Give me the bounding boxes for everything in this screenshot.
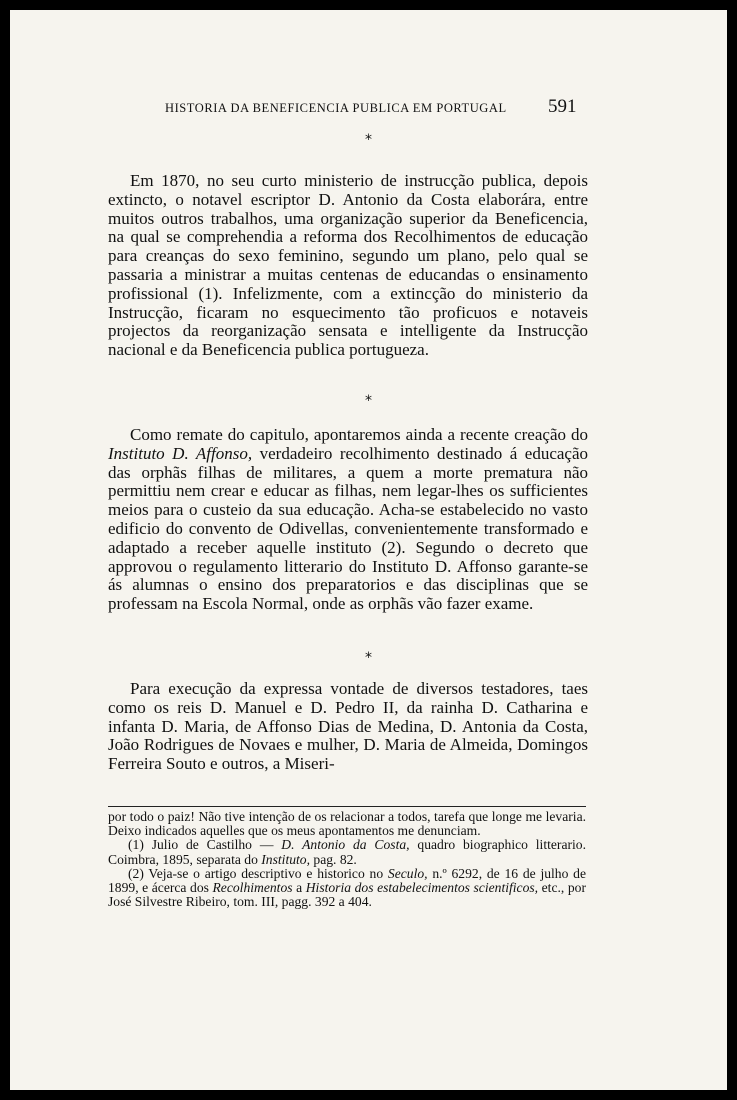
footnote-text: a (292, 880, 306, 896)
footnote-italic-text: Seculo, (387, 865, 428, 881)
footnote-rule (108, 806, 586, 807)
footnote-text: (1) Julio de Castilho — (128, 837, 282, 853)
footnote-italic-text: Instituto, (261, 851, 310, 867)
footnote-text: quadro biographico litterario. Coimbra, 1895, separata do (108, 837, 586, 867)
footnote-continuation: por todo o paiz! Não tive intenção de os relacionar a todos, tarefa que longe me levaria. Deixo indicados aquelles que os meus apontamentos me denunciam. (108, 809, 586, 839)
paragraph-antonio-da-costa-reform (108, 172, 588, 360)
footnote-text: (2) Veja-se o artigo descriptivo e historico no (128, 865, 388, 881)
footnote-text: pag. 82. (310, 851, 357, 867)
paragraph-text: Como remate do capitulo, apontaremos ainda a recente creação do (130, 425, 588, 444)
paragraph-testadores (108, 680, 588, 774)
footnote-italic-text: Recolhimentos (212, 880, 293, 896)
footnote-1 (108, 838, 586, 866)
paragraph-text: Em 1870, no seu curto ministerio de instrucção publica, depois extincto, o notavel escriptor D. Antonio da Costa elaborára, entre muitos outros trabalhos, uma organização superior da Beneficencia, na qual se comprehendia a reforma dos Recolhimentos de educação para creanças do sexo feminino, segundo um plano, pelo qual se passaria a ministrar a muitas centenas de educandas o ensinamento profissional (1). Infelizmente, com a extincção do ministerio da Instrucção, ficaram no esquecimento tão proficuos e notaveis projectos da reorganização sensata e intelligente da Instrucção nacional e da Beneficencia publica portugueza. (108, 171, 588, 360)
running-title: HISTORIA DA BENEFICENCIA PUBLICA EM PORTUGAL (165, 101, 507, 115)
paragraph-text: verdadeiro recolhimento destinado á educação das orphãs filhas de militares, a quem a morte prematura não permittiu nem crear e educar as filhas, nem legar-lhes os sufficientes meios para o custeio da sua educação. Acha-se estabelecido no vasto edificio do convento de Odivellas, convenientemente transformado e adaptado a receber aquelle instituto (2). Segundo o decreto que approvou o regulamento litterario do Instituto D. Affonso garante-se ás alumnas o ensino dos preparatorios e das disciplinas que se professam na Escola Normal, onde as orphãs vão fazer exame. (108, 443, 588, 614)
section-separator-asterisk: * (365, 132, 372, 148)
footnote-italic-text: Historia dos estabelecimentos scientificos, (305, 880, 539, 896)
paragraph-instituto-d-affonso (108, 426, 588, 614)
section-separator-asterisk: * (365, 393, 372, 409)
section-separator-asterisk: * (365, 650, 372, 666)
book-page (10, 10, 727, 1090)
paragraph-italic-text: Instituto D. Affonso, (108, 443, 253, 463)
footnote-text: n.º 6292, de 16 de julho de 1899, e ácerca dos (108, 865, 586, 896)
running-head (10, 96, 727, 120)
footnotes (108, 806, 586, 909)
footnote-2 (108, 867, 586, 910)
paragraph-text: Para execução da expressa vontade de diversos testadores, taes como os reis D. Manuel e D. Pedro II, da rainha D. Catharina e infanta D. Maria, de Affonso Dias de Medina, D. Antonia da Costa, João Rodrigues de Novaes e mulher, D. Maria de Almeida, Domingos Ferreira Souto e outros, a Miseri- (108, 679, 588, 774)
page-number: 591 (548, 96, 577, 117)
footnote-text: etc., por José Silvestre Ribeiro, tom. III, pagg. 392 a 404. (108, 880, 586, 910)
footnote-italic-text: D. Antonio da Costa, (281, 837, 410, 853)
